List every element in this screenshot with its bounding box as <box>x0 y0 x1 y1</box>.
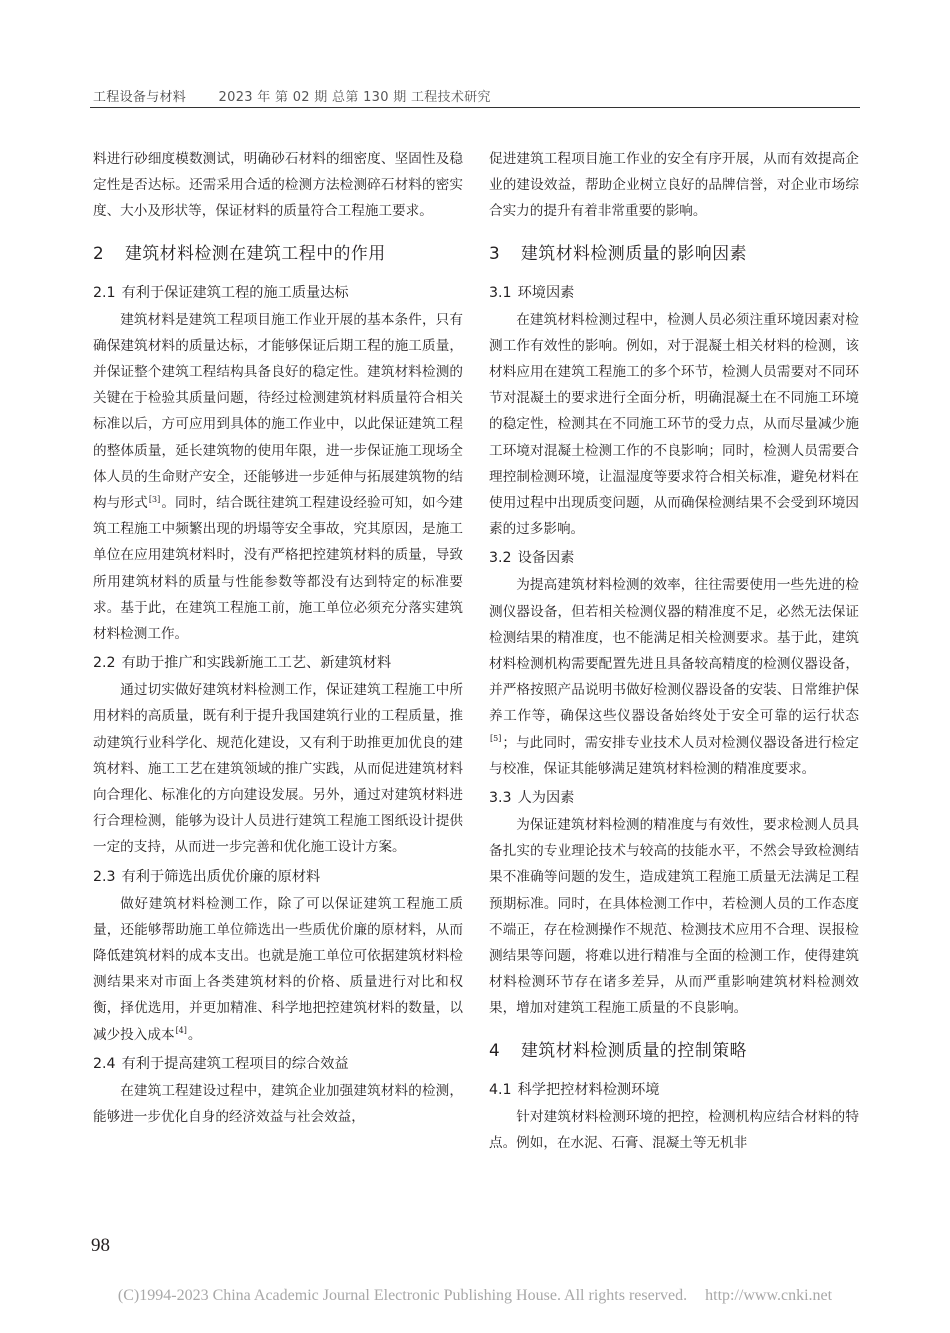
subsection-number: 4.1 <box>489 1081 512 1098</box>
section-2-heading <box>93 239 463 267</box>
paragraph: 促进建筑工程项目施工作业的安全有序开展，从而有效提高企业的建设效益，帮助企业树立良好的品牌信誉，对企业市场综合实力的提升有着非常重要的影响。 <box>489 151 859 220</box>
paragraph <box>93 891 463 1048</box>
right-column <box>489 146 859 1156</box>
left-column <box>93 146 463 1130</box>
section-number: 3 <box>489 242 501 263</box>
paragraph: 为保证建筑材料检测的精准度与有效性，要求检测人员具备扎实的专业理论技术与较高的技能水平，不然会导致检测结果不准确等问题的发生，造成建筑工程施工质量无法满足工程预期标准。同时，在具体检测工作中，若检测人员的工作态度不端正，存在检测操作不规范、检测技术应用不合理、误报检测结果等问题，将难以进行精准与全面的检测工作，使得建筑材料检测环节存在诸多差异，从而严重影响建筑材料检测效果，增加对建筑工程施工质量的不良影响。 <box>489 817 859 1017</box>
subsection-title: 有利于筛选出质优价廉的原材料 <box>121 868 321 885</box>
paragraph: 在建筑工程建设过程中，建筑企业加强建筑材料的检测，能够进一步优化自身的经济效益与社会效益， <box>93 1082 463 1126</box>
text-run: 建筑材料是建筑工程项目施工作业开展的基本条件，只有确保建筑材料的质量达标，才能够保证后期工程的施工质量，并保证整个建筑工程结构具备良好的稳定性。建筑材料检测的关键在于检验其质量问题，待经过检测建筑材料质量符合相关标准以后，方可应用到具体的施工作业中，以此保证建筑工程的整体质量，延长建筑物的使用年限，进一步保证施工现场全体人员的生命财产安全，还能够进一步延伸与拓展建筑物的结构与形式 <box>93 311 463 512</box>
subsection-number: 3.1 <box>489 284 512 301</box>
subsection-2-3-heading <box>93 863 463 891</box>
citation-ref[interactable]: [4] <box>175 1026 187 1036</box>
subsection-3-3-heading <box>489 784 859 812</box>
subsection-4-1-heading <box>489 1076 859 1104</box>
subsection-number: 2.1 <box>93 284 116 301</box>
copyright-footer <box>0 1287 950 1305</box>
section-3-heading <box>489 239 859 267</box>
subsection-title: 有利于保证建筑工程的施工质量达标 <box>121 284 349 301</box>
cnki-link[interactable]: http://www.cnki.net <box>705 1287 833 1304</box>
subsection-title: 设备因素 <box>517 550 575 567</box>
subsection-title: 有助于推广和实践新施工工艺、新建筑材料 <box>121 655 392 672</box>
text-run: ；与此同时，需安排专业技术人员对检测仪器设备进行检定与校准，保证其能够满足建筑材料检测的精准度要求。 <box>489 734 859 777</box>
paragraph: 在建筑材料检测过程中，检测人员必须注重环境因素对检测工作有效性的影响。例如，对于混凝土相关材料的检测，该材料应用在建筑工程施工的多个环节，检测人员需要对不同环节对混凝土的要求进行全面分析，明确混凝土在不同施工环境的稳定性，检测其在不同施工环节的受力点，从而尽量减少施工环境对混凝土检测工作的不良影响；同时，检测人员需要合理控制检测环境，让温湿度等要求符合相关标准，避免材料在使用过程中出现质变问题，从而确保检测结果不会受到环境因素的过多影响。 <box>489 311 859 538</box>
subsection-title: 人为因素 <box>517 790 575 807</box>
subsection-3-1-heading <box>489 279 859 307</box>
text-run: 为提高建筑材料检测的效率，往往需要使用一些先进的检测仪器设备，但若相关检测仪器的精准度不足，必然无法保证检测结果的精准度，也不能满足相关检测要求。基于此，建筑材料检测机构需要配置先进且具备较高精度的检测仪器设备，并严格按照产品说明书做好检测仪器设备的安装、日常维护保养工作等，确保这些仪器设备始终处于安全可靠的运行状态 <box>489 577 859 725</box>
section-number: 4 <box>489 1039 501 1060</box>
subsection-2-2-heading <box>93 649 463 677</box>
subsection-title: 有利于提高建筑工程项目的综合效益 <box>121 1055 349 1072</box>
text-run: 做好建筑材料检测工作，除了可以保证建筑工程施工质量，还能够帮助施工单位筛选出一些质优价廉的原材料，从而降低建筑材料的成本支出。也就是施工单位可依据建筑材料检测结果来对市面上各类建筑材料的价格、质量进行对比和权衡，择优选用，并更加精准、科学地把控建筑材料的数量，以减少投入成本 <box>93 895 463 1043</box>
page-number: 98 <box>91 1235 110 1256</box>
text-run: 。同时，结合既往建筑工程建设经验可知，如今建筑工程施工中频繁出现的坍塌等安全事故，究其原因，是施工单位在应用建筑材料时，没有严格把控建筑材料的质量，导致所用建筑材料的质量与性能参数等都没有达到特定的标准要求。基于此，在建筑工程施工前，施工单位必须充分落实建筑材料检测工作。 <box>93 495 464 643</box>
journal-name: 工程设备与材料 <box>93 90 187 105</box>
paragraph <box>489 572 859 782</box>
paragraph: 料进行砂细度模数测试，明确砂石材料的细密度、坚固性及稳定性是否达标。还需采用合适的检测方法检测碎石材料的密实度、大小及形状等，保证材料的质量符合工程施工要求。 <box>93 151 463 220</box>
citation-ref[interactable]: [3] <box>148 494 161 504</box>
paragraph: 通过切实做好建筑材料检测工作，保证建筑工程施工中所用材料的高质量，既有利于提升我国建筑行业的工程质量，推动建筑行业科学化、规范化建设，又有利于助推更加优良的建筑材料、施工工艺在建筑领域的推广实践，从而促进建筑材料向合理化、标准化的方向建设发展。另外，通过对建筑材料进行合理检测，能够为设计人员进行建筑工程施工图纸设计提供一定的支持，从而进一步完善和优化施工设计方案。 <box>93 682 463 856</box>
paragraph: 针对建筑材料检测环境的把控，检测机构应结合材料的特点。例如，在水泥、石膏、混凝土等无机非 <box>489 1108 859 1151</box>
subsection-number: 2.3 <box>93 868 116 885</box>
copyright-text: (C)1994-2023 China Academic Journal Electronic Publishing House. All rights reserved. <box>117 1287 688 1304</box>
text-run: 。 <box>187 1026 202 1043</box>
subsection-2-1-heading <box>93 279 463 307</box>
section-title: 建筑材料检测质量的控制策略 <box>521 1039 747 1060</box>
header-rule <box>90 107 860 108</box>
section-title: 建筑材料检测质量的影响因素 <box>521 242 747 263</box>
subsection-title: 环境因素 <box>517 284 575 301</box>
subsection-number: 2.4 <box>93 1055 116 1072</box>
citation-ref[interactable]: [5] <box>490 734 502 744</box>
section-4-heading <box>489 1036 859 1064</box>
subsection-number: 3.3 <box>489 790 512 807</box>
issue-info: 2023 年 第 02 期 总第 130 期 工程技术研究 <box>218 90 491 105</box>
subsection-3-2-heading <box>489 544 859 572</box>
section-number: 2 <box>93 242 105 263</box>
subsection-number: 2.2 <box>93 655 116 672</box>
subsection-number: 3.2 <box>489 550 512 567</box>
running-header <box>93 86 858 105</box>
subsection-2-4-heading <box>93 1050 463 1078</box>
paragraph <box>93 307 463 648</box>
section-title: 建筑材料检测在建筑工程中的作用 <box>125 242 386 263</box>
subsection-title: 科学把控材料检测环境 <box>517 1081 660 1098</box>
